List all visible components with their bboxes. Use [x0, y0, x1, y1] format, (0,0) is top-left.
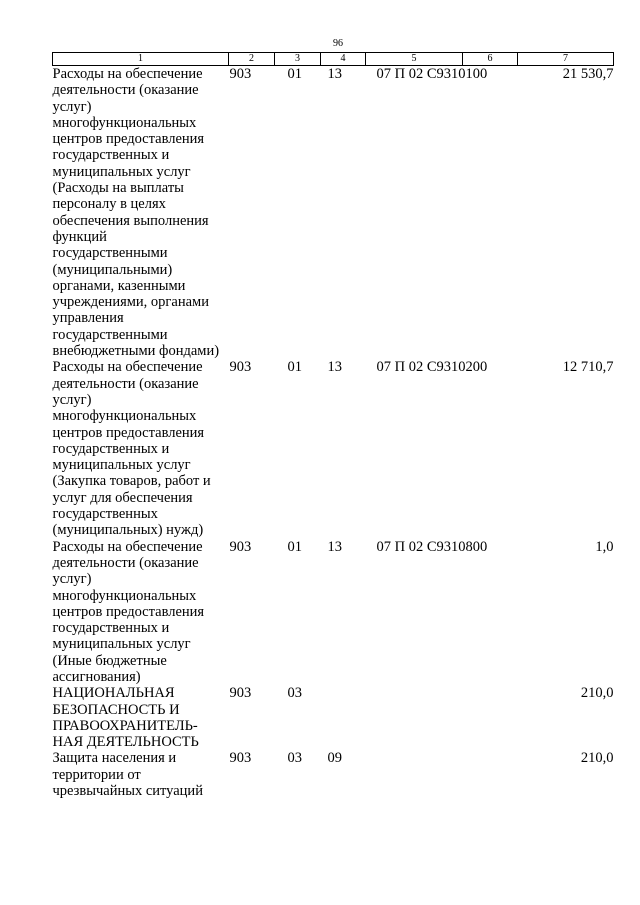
row-name-line: (Закупка товаров, работ и — [52, 473, 211, 490]
column-header-3: 3 — [275, 53, 321, 66]
row-name — [53, 359, 229, 538]
table-row — [53, 359, 614, 538]
row-name-line: функций — [52, 228, 107, 245]
row-name — [53, 685, 229, 750]
row-target-article — [366, 685, 463, 750]
row-grbs: 903 — [229, 685, 252, 702]
row-name-line: услуг) — [52, 571, 92, 588]
row-expense-type: 100 — [465, 66, 488, 82]
row-subsection: 09 — [327, 750, 342, 767]
row-name-line: НАЯ ДЕЯТЕЛЬНОСТЬ — [52, 734, 199, 751]
row-name-line: чрезвычайных ситуаций — [52, 783, 203, 800]
row-name-line: БЕЗОПАСНОСТЬ И — [52, 701, 180, 718]
row-name-line: Расходы на обеспечение — [52, 66, 203, 82]
row-subsection: 13 — [327, 66, 342, 82]
row-expense-type: 800 — [465, 538, 488, 555]
row-grbs: 903 — [229, 359, 252, 376]
row-grbs: 903 — [229, 66, 252, 82]
row-amount: 1,0 — [595, 538, 614, 555]
row-amount: 21 530,7 — [562, 66, 614, 82]
row-name-line: управления — [52, 310, 124, 327]
page-number: 96 — [333, 38, 343, 49]
row-target-article: 07 П 02 С9310 — [376, 359, 466, 376]
row-name-line: государственных и — [52, 147, 170, 164]
row-name-line: НАЦИОНАЛЬНАЯ — [52, 685, 175, 702]
row-expense-type — [463, 685, 518, 750]
row-name-line: услуг) — [52, 391, 92, 408]
column-header-1: 1 — [53, 53, 229, 66]
row-name-line: персоналу в целях — [52, 196, 166, 213]
row-name-line: (муниципальными) — [52, 261, 173, 278]
row-grbs: 903 — [229, 538, 252, 555]
row-name-line: муниципальных услуг — [52, 636, 191, 653]
table-row — [53, 66, 614, 360]
column-header-2: 2 — [229, 53, 275, 66]
row-name — [53, 750, 229, 799]
row-expense-type — [463, 750, 518, 799]
row-name-line: (Иные бюджетные — [52, 652, 167, 669]
row-name — [53, 66, 229, 360]
table-body — [53, 66, 614, 800]
row-name-line: обеспечения выполнения — [52, 212, 209, 229]
row-name-line: деятельности (оказание — [52, 554, 199, 571]
row-expense-type: 200 — [465, 359, 488, 376]
budget-table — [52, 52, 614, 799]
row-name-line: органами, казенными — [52, 277, 186, 294]
row-name-line: ПРАВООХРАНИТЕЛЬ- — [52, 717, 198, 734]
column-header-7: 7 — [518, 53, 614, 66]
row-name-line: государственными — [52, 326, 168, 343]
row-section: 01 — [287, 359, 302, 376]
table-header — [53, 53, 614, 66]
row-amount: 210,0 — [580, 685, 614, 702]
row-section: 01 — [287, 538, 302, 555]
row-name-line: центров предоставления — [52, 424, 205, 441]
column-header-4: 4 — [321, 53, 366, 66]
table-row — [53, 539, 614, 686]
row-name-line: центров предоставления — [52, 603, 205, 620]
row-name-line: государственных — [52, 506, 158, 523]
row-section: 01 — [287, 66, 302, 82]
row-target-article: 07 П 02 С9310 — [376, 66, 466, 82]
row-amount: 210,0 — [580, 750, 614, 767]
row-target-article — [366, 750, 463, 799]
row-name-line: государственных и — [52, 440, 170, 457]
header-row — [53, 53, 614, 66]
row-name-line: ассигнования) — [52, 668, 141, 685]
table-row — [53, 750, 614, 799]
row-subsection: 13 — [327, 359, 342, 376]
row-section: 03 — [287, 750, 302, 767]
row-name-line: (муниципальных) нужд) — [52, 522, 204, 539]
row-amount: 12 710,7 — [562, 359, 614, 376]
row-name-line: территории от — [52, 766, 141, 783]
row-name-line: государственными — [52, 245, 168, 262]
row-name-line: учреждениями, органами — [52, 294, 209, 311]
column-header-5: 5 — [366, 53, 463, 66]
row-subsection: 13 — [327, 538, 342, 555]
row-section: 03 — [287, 685, 302, 702]
row-name-line: многофункциональных — [52, 408, 197, 425]
row-name-line: муниципальных услуг — [52, 457, 191, 474]
row-name-line: услуг) — [52, 98, 92, 115]
row-name-line: Защита населения и — [52, 750, 177, 767]
row-name-line: деятельности (оказание — [52, 375, 199, 392]
row-name-line: Расходы на обеспечение — [52, 359, 203, 376]
row-name-line: государственных и — [52, 620, 170, 637]
table-row — [53, 685, 614, 750]
row-name-line: многофункциональных — [52, 587, 197, 604]
row-name-line: центров предоставления — [52, 131, 205, 148]
row-name-line: внебюджетными фондами) — [52, 343, 220, 360]
row-name-line: услуг для обеспечения — [52, 489, 193, 506]
row-name-line: многофункциональных — [52, 114, 197, 131]
row-name-line: (Расходы на выплаты — [52, 180, 184, 197]
column-header-6: 6 — [463, 53, 518, 66]
row-name-line: Расходы на обеспечение — [52, 538, 203, 555]
row-subsection — [321, 685, 366, 750]
row-name-line: деятельности (оказание — [52, 82, 199, 99]
row-grbs: 903 — [229, 750, 252, 767]
row-target-article: 07 П 02 С9310 — [376, 538, 466, 555]
row-name — [53, 539, 229, 686]
row-name-line: муниципальных услуг — [52, 163, 191, 180]
